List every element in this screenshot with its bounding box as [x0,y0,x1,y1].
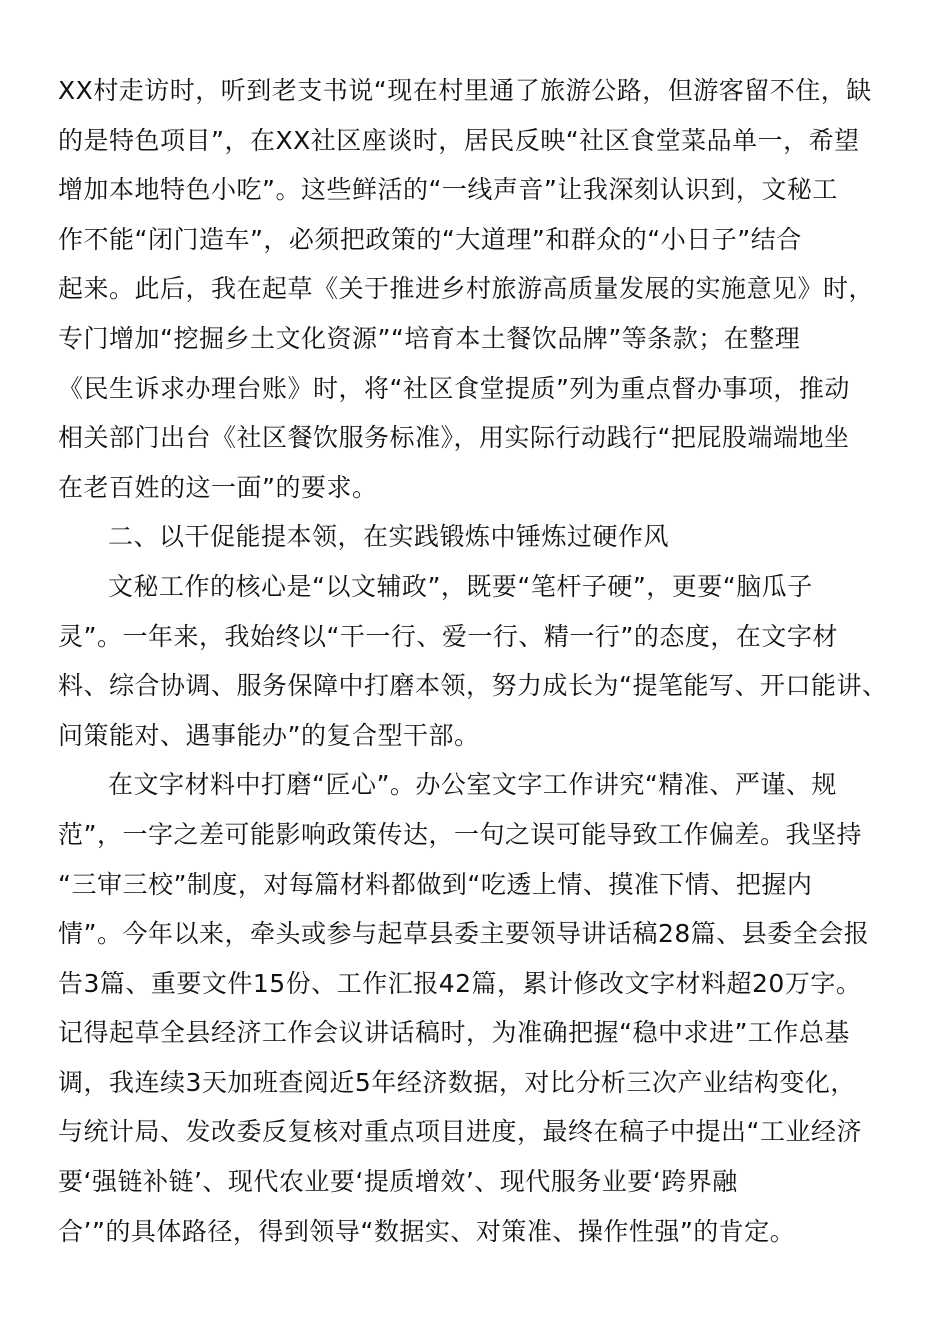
text-line: 告3篇、重要文件15份、工作汇报42篇，累计修改文字材料超20万字。 [58,968,862,998]
text-line: 调，我连续3天加班查阅近5年经济数据，对比分析三次产业结构变化， [58,1067,856,1097]
text-line: 问策能对、遇事能办”的复合型干部。 [58,720,480,750]
text-line: 范”，一字之差可能影响政策传达，一句之误可能导致工作偏差。我坚持 [58,819,862,849]
text-line: 专门增加“挖掘乡土文化资源”“培育本土餐饮品牌”等条款；在整理 [58,323,801,353]
text-line: 的是特色项目”，在XX社区座谈时，居民反映“社区食堂菜品单一，希望 [58,125,860,155]
text-line: 在文字材料中打磨“匠心”。办公室文字工作讲究“精准、严谨、规 [108,770,837,800]
text-line: 灵”。一年来，我始终以“干一行、爱一行、精一行”的态度，在文字材 [58,621,838,651]
text-line: 料、综合协调、服务保障中打磨本领，努力成长为“提笔能写、开口能讲、 [58,671,888,701]
section-heading: 二、以干促能提本领，在实践锻炼中锤炼过硬作风 [108,522,670,552]
text-line: 增加本地特色小吃”。这些鲜活的“一线声音”让我深刻认识到，文秘工 [58,175,838,205]
text-line: 起来。此后，我在起草《关于推进乡村旅游高质量发展的实施意见》时， [58,274,875,304]
document-page [58,66,892,1256]
text-line: 《民生诉求办理台账》时，将“社区食堂提质”列为重点督办事项，推动 [58,373,850,403]
text-line: 记得起草全县经济工作会议讲话稿时，为准确把握“稳中求进”工作总基 [58,1018,850,1048]
text-line: 作不能“闭门造车”，必须把政策的“大道理”和群众的“小日子”结合 [58,224,802,254]
text-line: 文秘工作的核心是“以文辅政”，既要“笔杆子硬”，更要“脑瓜子 [108,571,813,601]
text-line: XX村走访时，听到老支书说“现在村里通了旅游公路，但游客留不住，缺 [58,76,872,105]
text-line: 要‘强链补链’、现代农业要‘提质增效’、现代服务业要‘跨界融 [58,1167,738,1197]
text-line: 相关部门出台《社区餐饮服务标准》，用实际行动践行“把屁股端端地坐 [58,423,850,453]
text-line: 合’”的具体路径，得到领导“数据实、对策准、操作性强”的肯定。 [58,1216,796,1246]
text-line: 情”。今年以来，牵头或参与起草县委主要领导讲话稿28篇、县委全会报 [58,919,870,949]
text-line: 与统计局、发改委反复核对重点项目进度，最终在稿子中提出“工业经济 [58,1117,862,1147]
text-line: 在老百姓的这一面”的要求。 [58,472,378,502]
text-line: “三审三校”制度，对每篇材料都做到“吃透上情、摸准下情、把握内 [58,869,813,899]
